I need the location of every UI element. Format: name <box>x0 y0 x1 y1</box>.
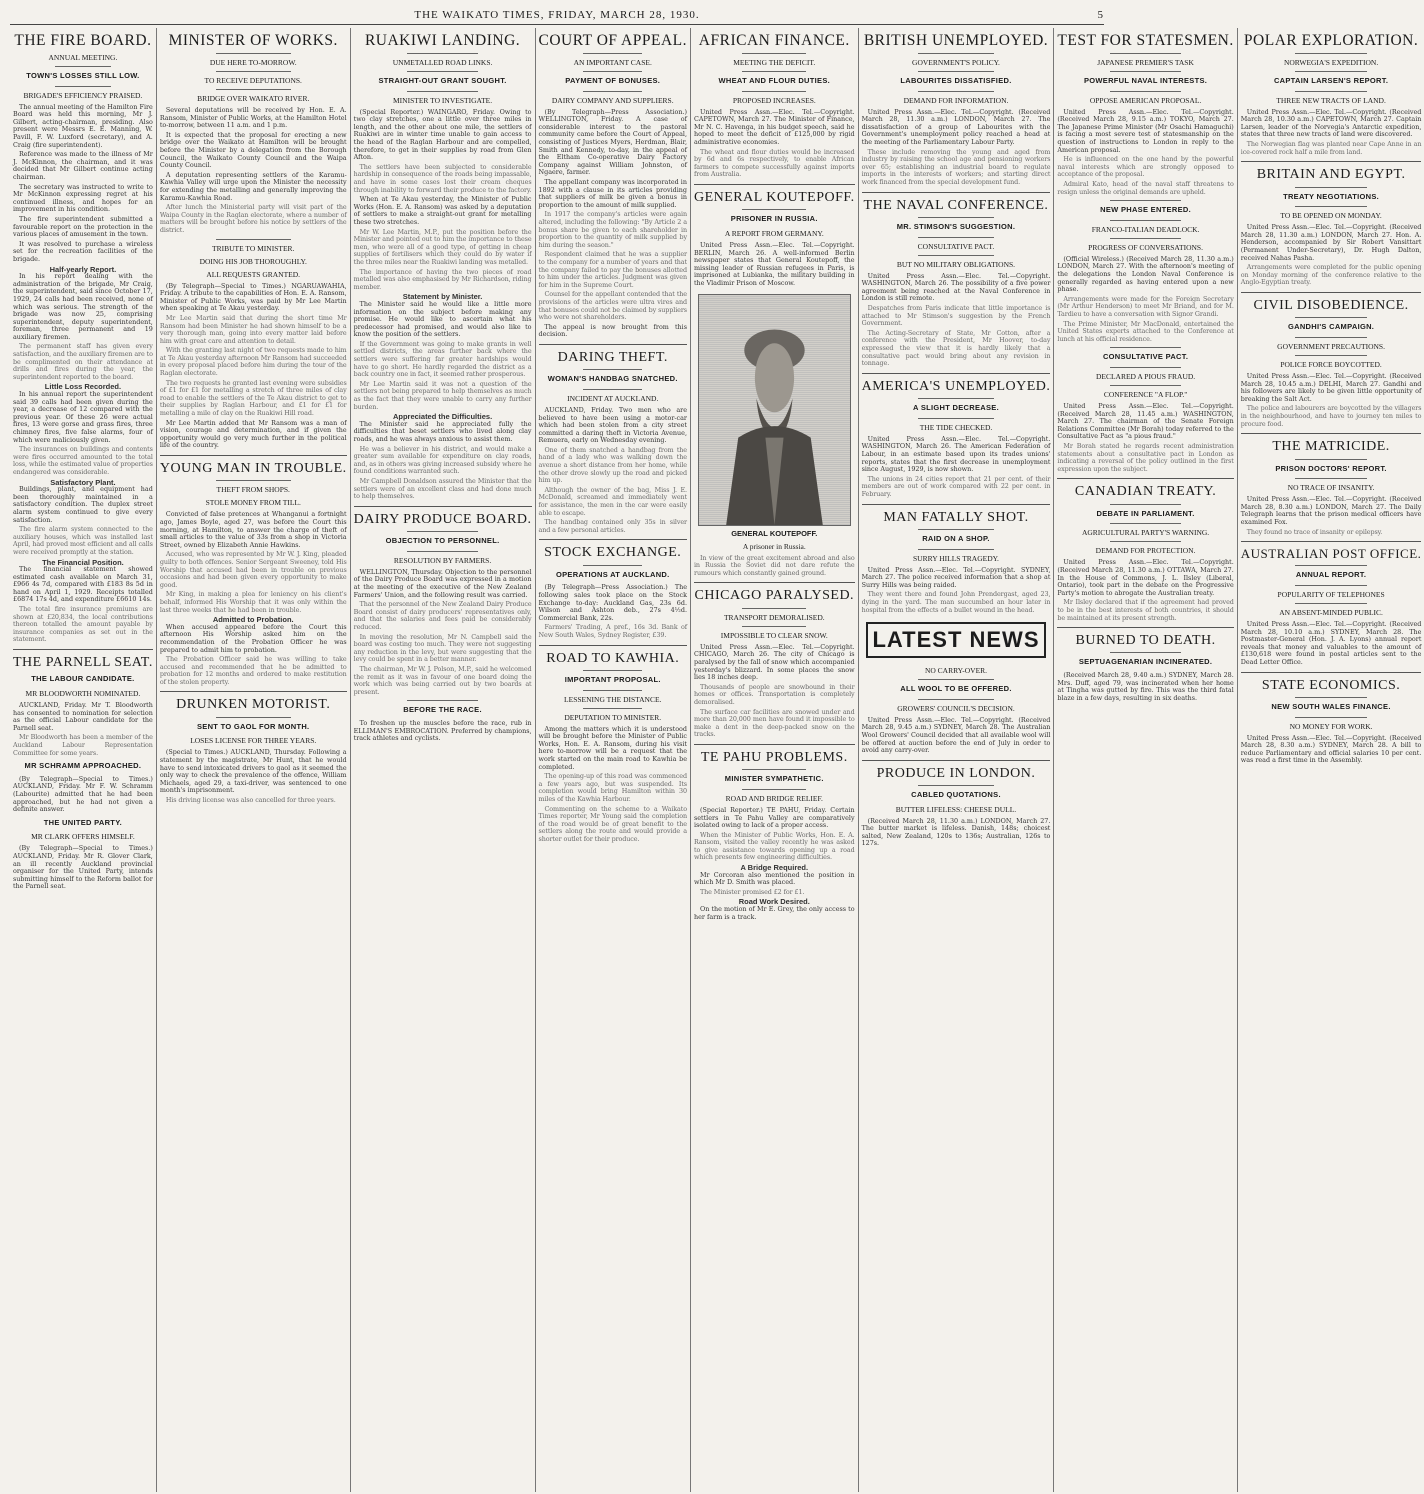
section-heading: Admitted to Probation. <box>212 615 294 625</box>
subhead: DEPUTATION TO MINISTER. <box>564 712 662 722</box>
photo-subcaption: A prisoner in Russia. <box>742 541 806 551</box>
bold-subhead: IMPORTANT PROPOSAL. <box>564 674 661 684</box>
latest-news-banner: LATEST NEWS <box>866 622 1047 658</box>
section-heading: A Bridge Required. <box>740 863 809 873</box>
page-number: 5 <box>1097 9 1104 21</box>
article-body: AUCKLAND, Friday. Two men who are believed to have been using a motor-car which had been stolen from a city street committed a daring theft in Victoria Avenue, Remuera, early on Wednesday evening. One of them snatched a handbag from the hand of a lady who was walking down the avenue a short distance from her home, while the other drove slowly up the road and picked him up. Although the owner of the bag, Miss J. E. McDonald, screamed and immediately went for assistance, the men in the car were easily able to escape. The handbag contained only 35s in silver and a few personal articles. <box>538 405 687 534</box>
headline-chicago-paralysed: CHICAGO PARALYSED. <box>694 588 855 604</box>
bold-subhead: POWERFUL NAVAL INTERESTS. <box>1083 76 1208 86</box>
subhead: IMPOSSIBLE TO CLEAR SNOW. <box>720 630 828 640</box>
article-body: United Press Assn.—Elec. Tel.—Copyright. (Received March 28, 8.30 a.m.) LONDON, March 27. The Daily Telegraph learns that the prison medical officers have examined Fox. They found no trace of insanity or epilepsy. <box>1240 495 1422 536</box>
bold-subhead: BEFORE THE RACE. <box>403 705 482 715</box>
article-body: United Press Assn.—Elec. Tel.—Copyright. (Received March 28, 11.30 a.m.) OTTAWA, March 27. In the House of Commons, J. L. Ilsley (Liberal, Ontario), took part in the debate on the Progressive Party's motion to abrogate the Australian treaty. Mr Ilsley declared that if the agreement had proved to be in the best interests of both countries, it should be maintained at its present strength. <box>1057 558 1234 622</box>
subhead: BUTTER LIFELESS: CHEESE DULL. <box>895 804 1017 814</box>
column-5 <box>690 28 858 1492</box>
subhead: BRIGADE'S EFFICIENCY PRAISED. <box>23 90 143 100</box>
subhead: RESOLUTION BY FARMERS. <box>393 555 492 565</box>
headline-civil-disobedience: CIVIL DISOBEDIENCE. <box>1253 298 1409 313</box>
article-body: (Special Reporter.) WAINGARO, Friday. Owing to two clay stretches, one a little over three miles in length, and the other about one mile, the settlers of Ruakiwi are in winter time unable to gain access to the head of the Raglan Harbour and are compelled, therefore, to get in their supplies by road from Glen Afton. The settlers have been subjected to considerable hardship in consequence of the roads being impassable, and have in some cases lost their cream cheques through inability to forward their produce to the factory. When at Te Akau yesterday, the Minister of Public Works (Hon. E. A. Ransom) was asked by a deputation of settlers to make a straight-out grant for metalling these two stretches. Mr W. Lee Martin, M.P., put the position before the Minister and pointed out to him the importance to these men, who were all of a good type, of getting in cheap supplies of fertilisers which they could do by water if the three miles near the Ruakiwi landing was metalled. The importance of having the two pieces of road metalled was also emphasised by Mr Richardson, riding member. Statement by Minister. The Minister said he would like a little more information on the subject before making any promise. He would like to ascertain what his predecessor had promised, and would also like to know the position of the settlers. If the Government was going to make grants in well settled districts, the areas further back where the settlers were suffering far greater hardships would have to go short. He hardly regarded the district as a back country one in fact, it seemed rather prosperous. Mr Lee Martin said it was not a question of the settlers not being prepared to help themselves as much as the fact that they were unable to carry any further burden. Appreciated the Difficulties. The Minister said he appreciated fully the difficulties that beset settlers who lived along clay roads, and he was always anxious to assist them. He was a believer in his district, and would make a greater sum available for expenditure on clay roads, and, as in others was giving increased subsidy where he found conditions warranted such. Mr Campbell Donaldson assured the Minister that the settlers were of an excellent class and had done much to help themselves. <box>353 107 532 501</box>
article-body: WELLINGTON, Thursday. Objection to the personnel of the Dairy Produce Board was expressed in a motion at the meeting of the executive of the New Zealand Farmers' Union, and the following result was carried. That the personnel of the New Zealand Dairy Produce Board consist of dairy producers' representatives only, and that the salaries and fees paid be considerably reduced. In moving the resolution, Mr N. Campbell said the board was costing too much. They were not suggesting any reduction in the levy, but were suggesting that the levy could be spent in a better manner. The chairman, Mr W. J. Polson, M.P., said he welcomed the remit as it was in favour of one board doing the work which was being carried out by two boards at present. <box>353 567 532 696</box>
section-heading: Satisfactory Plant. <box>50 477 116 487</box>
subhead: BRIDGE OVER WAIKATO RIVER. <box>197 94 310 104</box>
article-body: (Received March 28, 9.40 a.m.) SYDNEY, March 28. Mrs. Duff, aged 79, was incinerated when her home at Tingha was gutted by fire. This was the third fatal blaze in a few days, resulting in six deaths. <box>1057 671 1234 702</box>
subhead: THEFT FROM SHOPS. <box>216 485 290 495</box>
article-body: United Press Assn.—Elec. Tel.—Copyright. CHICAGO, March 26. The city of Chicago is paralysed by the fall of snow which accompanied yesterday's blizzard. In some places the snow lies 18 inches deep. Thousands of people are snowbound in their homes or offices. Transportation is completely demoralised. The surface car facilities are snowed under and more than 20,000 men have found it impossible to make a dent in the deep-packed snow on the tracks. <box>693 642 855 739</box>
headline-naval-conference: THE NAVAL CONFERENCE. <box>863 197 1049 213</box>
article-body: (Official Wireless.) (Received March 28, 11.30 a.m.) LONDON, March 27. With the afternoon's meeting of the delegations the London Naval Conference is generally regarded as having entered upon a new phase. Arrangements were made for the Foreign Secretary (Mr Arthur Henderson) to meet Mr Briand, and for M. Tardieu to have a conversation with Signor Grandi. The Prime Minister, Mr MacDonald, entertained the United States experts attached to the Conference at lunch at his official residence. <box>1057 254 1234 343</box>
bold-subhead: WHEAT AND FLOUR DUTIES. <box>718 76 831 86</box>
subhead: MINISTER TO INVESTIGATE. <box>393 95 493 105</box>
subhead: GOVERNMENT'S POLICY. <box>912 58 1000 68</box>
subhead: NO TRACE OF INSANITY. <box>1287 483 1375 493</box>
article-body: United Press Assn.—Elec. Tel.—Copyright. (Received March 28, 10.10 a.m.) SYDNEY, March 28. The Postmaster-General (Hon. J. A. Lyons) annual report reveals that money and valuables to the amount of £130,618 were found in postal articles sent to the Dead Letter Office. <box>1240 620 1422 667</box>
portrait-photo <box>698 294 851 526</box>
subhead: ANNUAL MEETING. <box>48 53 118 63</box>
headline-britain-and-egypt: BRITAIN AND EGYPT. <box>1256 167 1406 183</box>
bold-subhead: ANNUAL REPORT. <box>1295 570 1367 580</box>
headline-court-of-appeal: COURT OF APPEAL. <box>538 32 687 49</box>
article-body: (By Telegraph—Special to Times.) NGARUAWAHIA, Friday. A tribute to the capabilities of Hon. E. A. Ransom, Minister of Public Works, was paid by Mr Lee Martin when speaking at Te Akau yesterday. Mr Lee Martin said that during the short time Mr Ransom had been Minister he had shown himself to be a very thorough man, going into every matter laid before him with great care and attention to detail. With the granting last night of two requests made to him at Te Akau yesterday afternoon Mr Ransom had succeeded in every proposal placed before him during the tour of the Raglan electorate. The two requests he granted last evening were subsidies of £1 for £1 for metalling a stretch of three miles of clay road to enable the settlers of the Te Akau district to get to their supplies by Raglan Harbour, and £1 for £1 for metalling a mile of clay on the Ruakiwi Hill road. Mr Lee Martin added that Mr Ransom was a man of vision, courage and determination, and if given the opportunity would go very much further in the political life of the country. <box>159 281 347 450</box>
bold-subhead: OPERATIONS AT AUCKLAND. <box>555 569 670 579</box>
column-3 <box>350 28 535 1492</box>
section-heading: Appreciated the Difficulties. <box>392 412 493 422</box>
section-heading: Little Loss Recorded. <box>44 382 122 392</box>
article-body: United Press Assn.—Elec. Tel.—Copyright. (Received March 28, 11.30 a.m.) LONDON, March 27. Hon. A. Henderson, accompanied by Sir Robert Vansittart (Permanent Under-Secretary), Dr. Hugh Dalton, received Nahas Pasha. Arrangements were completed for the public opening on Monday morning of the conference relative to the Anglo-Egyptian treaty. <box>1240 223 1422 287</box>
subhead: SURRY HILLS TRAGEDY. <box>913 553 999 563</box>
bold-subhead: THE LABOUR CANDIDATE. <box>31 674 135 684</box>
bold-subhead: OBJECTION TO PERSONNEL. <box>385 536 500 546</box>
subhead: JAPANESE PREMIER'S TASK <box>1097 58 1194 68</box>
bold-subhead: PRISONER IN RUSSIA. <box>730 214 818 224</box>
subhead: MEETING THE DEFICIT. <box>733 58 816 68</box>
bold-subhead: MR. STIMSON'S SUGGESTION. <box>896 222 1016 231</box>
bold-subhead: DEBATE IN PARLIAMENT. <box>1096 508 1195 518</box>
bold-subhead: LABOURITES DISSATISFIED. <box>900 76 1012 86</box>
article-body: (By Telegraph—Special to Times.) AUCKLAND, Friday. Mr F. W. Schramm (Labourite) admitted that he had been approached, but he had not given a definite answer. <box>13 774 153 814</box>
headline-british-unemployed: BRITISH UNEMPLOYED. <box>863 32 1049 49</box>
bold-subhead: SEPTUAGENARIAN INCINERATED. <box>1078 657 1213 667</box>
subhead: DECLARED A PIOUS FRAUD. <box>1095 371 1196 381</box>
headline-produce-in-london: PRODUCE IN LONDON. <box>876 765 1036 781</box>
headline-the-matricide: THE MATRICIDE. <box>1272 439 1390 455</box>
headline-stock-exchange: STOCK EXCHANGE. <box>544 545 682 561</box>
headline-ruakiwi-landing: RUAKIWI LANDING. <box>364 32 521 49</box>
headline-minister-of-works: MINISTER OF WORKS. <box>168 32 338 49</box>
article-body: United Press Assn.—Elec. Tel.—Copyright. CAPETOWN, March 27. The Minister of Finance, Mr N. C. Havenga, in his budget speech, said he hoped to meet the deficit of £125,000 by rigid administrative economies. The wheat and flour duties would be increased by 6d and 6s respectively, to enable African farmers to compete successfully against imports from Australia. <box>693 107 855 179</box>
subhead: NORWEGIA'S EXPEDITION. <box>1283 58 1379 68</box>
article-body: United Press Assn.—Elec. Tel.—Copyright. WASHINGTON, March 26. The possibility of a five power agreement being reached at the Naval Conference in London is still remote. Despatches from Paris indicate that little importance is attached to Mr Stimson's suggestion by the French Government. The Acting-Secretary of State, Mr Cotton, after a conference with the President, Mr Hoover, to-day expressed the view that it is hardly likely that a consultative pact would bring about any revision in tonnage. <box>861 271 1051 368</box>
subhead: PROPOSED INCREASES. <box>732 95 816 105</box>
subhead: AN IMPORTANT CASE. <box>573 58 652 68</box>
subhead: DEMAND FOR INFORMATION. <box>903 95 1009 105</box>
section-heading: Statement by Minister. <box>402 292 483 302</box>
article-body: (Special Reporter.) TE PAHU, Friday. Certain settlers in Te Pahu Valley are comparatively isolated owing to lack of a proper access. When the Minister of Public Works, Hon. E. A. Ransom, visited the valley recently he was asked to give assistance towards opening up a road which presents few engineering difficulties. A Bridge Required. Mr Corcoran also mentioned the position in which Mr D. Smith was placed. The Minister promised £2 for £1. Road Work Desired. On the motion of Mr E. Grey, the only access to her farm is a track. <box>693 805 855 921</box>
bold-subhead: ALL WOOL TO BE OFFERED. <box>900 684 1012 694</box>
headline-burned-to-death: BURNED TO DEATH. <box>1075 633 1216 649</box>
bold-subhead: SENT TO GAOL FOR MONTH. <box>196 721 310 731</box>
subhead: PROGRESS OF CONVERSATIONS. <box>1088 242 1203 252</box>
article-body: United Press Assn.—Elec. Tel.—Copyright. (Received March 28, 9.15 a.m.) TOKYO, March 27. The Japanese Prime Minister (Mr Osachi Hamaguchi) is facing a most severe test of statesmanship on the question of instructions to London in reply to the American proposal. He is influenced on the one hand by the powerful naval interests which are strongly opposed to acceptance of the proposal. Admiral Kato, head of the naval staff threatens to resign unless the original demands are upheld. <box>1057 107 1234 196</box>
article-body: United Press Assn.—Elec. Tel.—Copyright. (Received March 28, 10.45 a.m.) DELHI, March 27. Gandhi and his followers are likely to be given little opportunity of breaking the Salt Act. The police and labourers are boycotted by the villagers in the neighbourhood, and have to journey ten miles to procure food. <box>1240 372 1422 428</box>
article-body: (By Telegraph—Special to Times.) AUCKLAND, Friday. Mr R. Glover Clark, an ill recently Auckland provincial organiser for the United Party, intends submitting himself to the Reform ballot for the Parnell seat. <box>13 844 153 891</box>
article-body: To freshen up the muscles before the race, rub in ELLIMAN'S EMBROCATION. Preferred by champions, track athletes and cyclists. <box>353 718 532 743</box>
bold-subhead: PAYMENT OF BONUSES. <box>565 76 661 86</box>
column-4 <box>535 28 690 1492</box>
article-body: United Press Assn.—Elec. Tel.—Copyright. (Received March 28, 9.45 a.m.) SYDNEY, March 28. The Australian Wool Growers' Council decided that all available wool will be offered at auction before the end of July in order to avoid any carry-over. <box>861 715 1051 755</box>
headline-man-fatally-shot: MAN FATALLY SHOT. <box>883 509 1029 525</box>
subhead: DAIRY COMPANY AND SUPPLIERS. <box>551 95 674 105</box>
article-body: United Press Assn.—Elec. Tel.—Copyright. (Received March 28, 8.30 a.m.) SYDNEY, March 28. A bill to reduce Parliamentary and official salaries 10 per cent. was read a first time in the Assembly. <box>1240 733 1422 765</box>
bold-subhead: CABLED QUOTATIONS. <box>911 790 1001 800</box>
headline-te-pahu-problems: TE PAHU PROBLEMS. <box>700 749 848 765</box>
subhead: A REPORT FROM GERMANY. <box>724 229 824 239</box>
column-7 <box>1053 28 1236 1492</box>
article-body: In view of the great excitement abroad and also in Russia the Soviet did not dare refute the rumours which constantly gained ground. <box>693 553 855 577</box>
article-body: (By Telegraph—Press Association.) The following sales took place on the Stock Exchange to-day: Auckland Gas, 23s 6d. Wilson and Ashton deb., 27s 4½d. Commercial Bank, 22s. Farmers' Trading, A pref., 16s 3d. Bank of New South Wales, Sydney Register, £39. <box>538 583 687 639</box>
bold-subhead: TREATY NEGOTIATIONS. <box>1283 191 1380 201</box>
article-body: Among the matters which it is understood will be brought before the Minister of Public Works, Hon. E. A. Ransom, during his visit here to-morrow will be a request that the work started on the main road to Kawhia be completed. The opening-up of this road was commenced a few years ago, but was suspended. Its completion would bring Hamilton within 30 miles of the Kawhia Harbour. Commenting on the scheme to a Waikato Times reporter, Mr Young said the completion of the road would be of great benefit to the settlers along the route and would provide a shorter outlet for their produce. <box>538 724 687 843</box>
subhead: CONFERENCE "A FLOP." <box>1103 389 1188 399</box>
headline-dairy-produce-board: DAIRY PRODUCE BOARD. <box>353 511 532 527</box>
portrait-illustration <box>699 295 850 525</box>
article-body: United Press Assn.—Elec. Tel.—Copyright. BERLIN, March 26. A well-informed Berlin newspaper states that General Koutepoff, the missing leader of Russian refugees in Paris, is imprisoned at Lubianka, the military building in the Vladimir Prison of Moscow. <box>693 241 855 287</box>
subhead: TRIBUTE TO MINISTER. <box>212 243 295 253</box>
subhead: ALL REQUESTS GRANTED. <box>206 269 301 279</box>
headline-canadian-treaty: CANADIAN TREATY. <box>1074 484 1217 500</box>
bold-subhead: MINISTER SYMPATHETIC. <box>724 774 824 784</box>
bold-subhead: A SLIGHT DECREASE. <box>913 403 999 413</box>
bold-subhead: TOWN'S LOSSES STILL LOW. <box>26 71 140 81</box>
subhead: THE TIDE CHECKED. <box>919 422 993 432</box>
headline-fire-board: THE FIRE BOARD. <box>14 32 152 49</box>
subhead: STOLE MONEY FROM TILL. <box>205 498 301 508</box>
article-body: United Press Assn.—Elec. Tel.—Copyright. SYDNEY, March 27. The police received information that a shop at Surry Hills was being raided. They went there and found John Prendergast, aged 23, dying in the yard. The man succumbed an hour later in hospital from the effects of a bullet wound in the head. <box>861 565 1051 614</box>
subhead: BUT NO MILITARY OBLIGATIONS. <box>896 259 1016 269</box>
section-heading: The Financial Position. <box>42 557 124 567</box>
subhead: POPULARITY OF TELEPHONES <box>1277 590 1385 600</box>
subhead: AGRICULTURAL PARTY'S WARNING. <box>1081 528 1210 538</box>
headline-general-koutepoff: GENERAL KOUTEPOFF. <box>693 190 855 206</box>
column-8 <box>1237 28 1424 1492</box>
subhead: LOSES LICENSE FOR THREE YEARS. <box>190 736 317 746</box>
subhead: DEMAND FOR PROTECTION. <box>1095 546 1196 556</box>
headline-parnell-seat: THE PARNELL SEAT. <box>13 655 153 671</box>
bold-subhead: WOMAN'S HANDBAG SNATCHED. <box>547 374 678 384</box>
bold-subhead: THE UNITED PARTY. <box>43 817 123 827</box>
bold-subhead: NEW SOUTH WALES FINANCE. <box>1271 702 1391 712</box>
subhead: FRANCO-ITALIAN DEADLOCK. <box>1091 224 1200 234</box>
column-6 <box>858 28 1054 1492</box>
subhead: UNMETALLED ROAD LINKS. <box>392 58 493 68</box>
article-body: (Special to Times.) AUCKLAND, Thursday. Following a statement by the magistrate, Mr Hunt, that he would have to send intoxicated drivers to gaol as it seemed the only way to check the prevalence of the offence, William Michaels, aged 29, a taxi-driver, was sentenced to one month's imprisonment. His driving license was also cancelled for three years. <box>159 748 347 805</box>
subhead: CONSULTATIVE PACT. <box>917 241 995 251</box>
headline-state-economics: STATE ECONOMICS. <box>1261 677 1401 693</box>
bold-subhead: CAPTAIN LARSEN'S REPORT. <box>1273 76 1389 86</box>
headline-young-man-trouble: YOUNG MAN IN TROUBLE. <box>159 461 347 477</box>
masthead <box>10 6 1104 25</box>
bold-subhead: PRISON DOCTORS' REPORT. <box>1275 463 1387 473</box>
section-heading: Half-yearly Report. <box>49 264 117 274</box>
subhead: LESSENING THE DISTANCE. <box>564 694 662 704</box>
headline-australian-post-office: AUSTRALIAN POST OFFICE. <box>1240 546 1422 562</box>
article-body: United Press Assn.—Elec. Tel.—Copyright. WASHINGTON, March 26. The American Federation of Labour, in an estimate based upon its trades unions' reports, states that the first decrease in unemployment since August, 1929, is now shown. The unions in 24 cities report that 21 per cent. of their members are out of work compared with 22 per cent. in February. <box>861 434 1051 498</box>
article-body: The annual meeting of the Hamilton Fire Board was held this morning, Mr J. Gilbert, acting-chairman, presiding. Also present were Messrs E. E. Manning, W. Pavill, F. W. Luxford (secretary), and A. Craig (fire superintendent). Reference was made to the illness of Mr J. McKinnon, the chairman, and it was decided that Mr Gilbert continue acting chairman. The secretary was instructed to write to Mr McKinnon expressing regret at his continued illness, and hopes for an improvement in his condition. The fire superintendent submitted a favourable report on the protection in the various places of amusement in the town. It was resolved to purchase a wireless set for the recreation facilities of the brigade. Half-yearly Report. In his report dealing with the administration of the brigade, Mr Craig, the superintendent, said since October 17, 1929, 24 calls had been received, none of which was serious. The strength of the brigade was now 25, comprising superintendent, deputy superintendent, foreman, three permanent and 19 auxiliary firemen. The permanent staff has given every satisfaction, and the auxiliary firemen are to be complimented on their attendance at drills and fires during the year, the superintendent reported to the board. Little Loss Recorded. In his annual report the superintendent said 39 calls had been given during the year, a decrease of 12 compared with the previous year. Of these 26 were actual fires, 13 were gorse and grass fires, three chimney fires, five false alarms, four of which were maliciously given. The insurances on buildings and contents were fires occurred amounted to the total loss, while the estimated value of properties endangered was considerable. Satisfactory Plant. Buildings, plant, and equipment had been thoroughly maintained in a satisfactory condition. The duplex street alarm system continued to give every satisfaction. The fire alarm system connected to the auxiliary houses, which was installed last April, had proved most efficient and all calls were received promptly at the station. The Financial Position. The financial statement showed estimated cash available on March 31, £966 4s 7d, compared with £183 8s 5d in hand on April 1, 1929. Receipts totalled £6874 17s 4d, and expenditure £6610 14s. The total fire insurance premiums are shown at £20,834, the local contributions thereon totalled the amount payable by insurance companies as set out in the statement. <box>13 102 153 644</box>
subhead: AN ABSENT-MINDED PUBLIC. <box>1279 608 1383 618</box>
subhead: DOING HIS JOB THOROUGHLY. <box>199 256 307 266</box>
column-1 <box>10 28 156 1492</box>
subhead: TO BE OPENED ON MONDAY. <box>1280 211 1382 221</box>
headline-polar-exploration: POLAR EXPLORATION. <box>1243 32 1419 49</box>
bold-subhead: NEW PHASE ENTERED. <box>1100 205 1191 215</box>
headline-drunken-motorist: DRUNKEN MOTORIST. <box>176 697 331 713</box>
subhead: TRANSPORT DEMORALISED. <box>723 612 825 622</box>
subhead: MR CLARK OFFERS HIMSELF. <box>31 832 135 842</box>
article-body: United Press Assn.—Elec. Tel.—Copyright. (Received March 28, 10.30 a.m.) CAPETOWN, March 27. Captain Larsen, leader of the Norvegia's Antarctic expedition, states that three new tracts of land were discovered. The Norwegian flag was planted near Cape Anne in an ice-covered rock half a mile from land. <box>1240 107 1422 156</box>
bold-subhead: GANDHI'S CAMPAIGN. <box>1287 322 1375 332</box>
article-body: Several deputations will be received by Hon. E. A. Ransom, Minister of Public Works, at the Hamilton Hotel to-morrow, between 11 a.m. and 1 p.m. It is expected that the proposal for erecting a new bridge over the Waikato at Hamilton will be brought before the Minister by a delegation from the Borough Council, the Waikato County Council and the Waipa County Council. A deputation representing settlers of the Karamu-Kawhia Valley will urge upon the Minister the necessity for extending the metalling and generally improving the Karamu-Kawhia Road. After lunch the Ministerial party will visit part of the Waipa County in the Raglan electorate, where a number of matters will be brought before his notice by settlers of the district. <box>159 106 347 234</box>
columns <box>10 28 1422 1492</box>
subhead: NO CARRY-OVER. <box>924 666 988 676</box>
bold-subhead: STRAIGHT-OUT GRANT SOUGHT. <box>378 76 507 86</box>
subhead: POLICE FORCE BOYCOTTED. <box>1280 360 1382 370</box>
subhead: MR BLOODWORTH NOMINATED. <box>25 689 141 699</box>
masthead-title: THE WAIKATO TIMES, FRIDAY, MARCH 28, 1930. <box>414 9 700 21</box>
headline-test-for-statesmen: TEST FOR STATESMEN. <box>1057 32 1234 49</box>
headline-daring-theft: DARING THEFT. <box>557 349 668 365</box>
headline-road-to-kawhia: ROAD TO KAWHIA. <box>546 650 680 666</box>
subhead: GROWERS' COUNCIL'S DECISION. <box>897 703 1015 713</box>
article-body: United Press Assn.—Elec. Tel.—Copyright. (Received March 28, 11.45 a.m.) WASHINGTON, March 27. The chairman of the Senate Foreign Relations Committee (Mr Borah) today referred to the Consultative Pact as "a pious fraud." Mr Borah stated he regards recent administration statements about a consultative pact in London as indicating a reversal of the policy outlined in the first expression upon the subject. <box>1057 401 1234 473</box>
bold-subhead: MR SCHRAMM APPROACHED. <box>24 761 142 771</box>
subhead: TO RECEIVE DEPUTATIONS. <box>204 76 302 86</box>
article-body: United Press Assn.—Elec. Tel.—Copyright. (Received March 28, 11.30 a.m.) LONDON, March 27. The dissatisfaction of a group of Labourites with the Government's unemployment policy reached a head at the meeting of the Parliamentary Labour Party. These include removing the young and aged from industry by raising the school age and pensioning workers over 65; establishing an industrial board to regulate imports in the interests of workers; and starting direct work financed from the special development fund. <box>861 107 1051 187</box>
subhead: DUE HERE TO-MORROW. <box>209 58 297 68</box>
subhead: GOVERNMENT PRECAUTIONS. <box>1277 342 1385 352</box>
subhead: NO MONEY FOR WORK. <box>1289 721 1373 731</box>
photo-caption: GENERAL KOUTEPOFF. <box>731 528 818 538</box>
article-body: (By Telegraph—Press Association.) WELLINGTON, Friday. A case of considerable interest to the pastoral community came before the Court of Appeal, consisting of Justices Myers, Herdman, Blair, Smith and Kennedy, to-day, in the appeal of the Eltham Co-operative Dairy Factory Company against William Johnston, of Ngaere, farmer. The appellant company was incorporated in 1892 with a clause in its articles providing that suppliers of milk be given a bonus in proportion to the amount of milk supplied. In 1917 the company's articles were again altered, including the following: "By Article 2 a bonus share be given to each shareholder in proportion to the quantity of milk supplied by him during the season." Respondent claimed that he was a supplier to the company for a number of years and that the company failed to pay the bonuses allotted to him under the articles. Judgment was given for him in the Supreme Court. Counsel for the appellant contended that the provisions of the articles were ultra vires and that bonuses could not be claimed by suppliers who were not shareholders. The appeal is now brought from this decision. <box>538 107 687 339</box>
bold-subhead: RAID ON A SHOP. <box>922 533 990 543</box>
article-body: AUCKLAND, Friday. Mr T. Bloodworth has consented to nomination for selection as the official Labour candidate for the Parnell seat. Mr Bloodworth has been a member of the Auckland Labour Representation Committee for some years. <box>13 701 153 757</box>
column-2 <box>156 28 350 1492</box>
subhead: OPPOSE AMERICAN PROPOSAL. <box>1089 95 1202 105</box>
headline-african-finance: AFRICAN FINANCE. <box>698 32 850 49</box>
headline-americas-unemployed: AMERICA'S UNEMPLOYED. <box>861 378 1051 394</box>
bold-subhead: CONSULTATIVE PACT. <box>1102 352 1189 362</box>
article-body: (Received March 28, 11.30 a.m.) LONDON, March 27. The butter market is lifeless. Danish, 148s; choicest salted, New Zealand, 120s to 136s; Australian, 126s to 127s. <box>861 816 1051 848</box>
article-body: Convicted of false pretences at Whanganui a fortnight ago, James Boyle, aged 27, was before the Court this morning, at Hamilton, to answer the charge of theft of small articles to the value of 33s from a shop in Victoria Street, owned by Elizabeth Annie Hawkins. Accused, who was represented by Mr W. J. King, pleaded guilty to both offences. Senior Sergeant Sweeney, told His Worship that accused had been in trouble on previous occasions and had been given every opportunity to make good. Mr King, in making a plea for leniency on his client's behalf, informed His Worship that it was only within the last three weeks that he had been in trouble. Admitted to Probation. When accused appeared before the Court this afternoon His Worship asked him on the recommendation of the Probation Officer he was prepared to admit him to probation. The Probation Officer said he was willing to take accused and recommended that he be admitted to probation for 12 months and ordered to make restitution of the stolen property. <box>159 510 347 686</box>
subhead: INCIDENT AT AUCKLAND. <box>567 393 659 403</box>
subhead: ROAD AND BRIDGE RELIEF. <box>725 793 823 803</box>
subhead: THREE NEW TRACTS OF LAND. <box>1276 95 1386 105</box>
section-heading: Road Work Desired. <box>738 897 810 907</box>
